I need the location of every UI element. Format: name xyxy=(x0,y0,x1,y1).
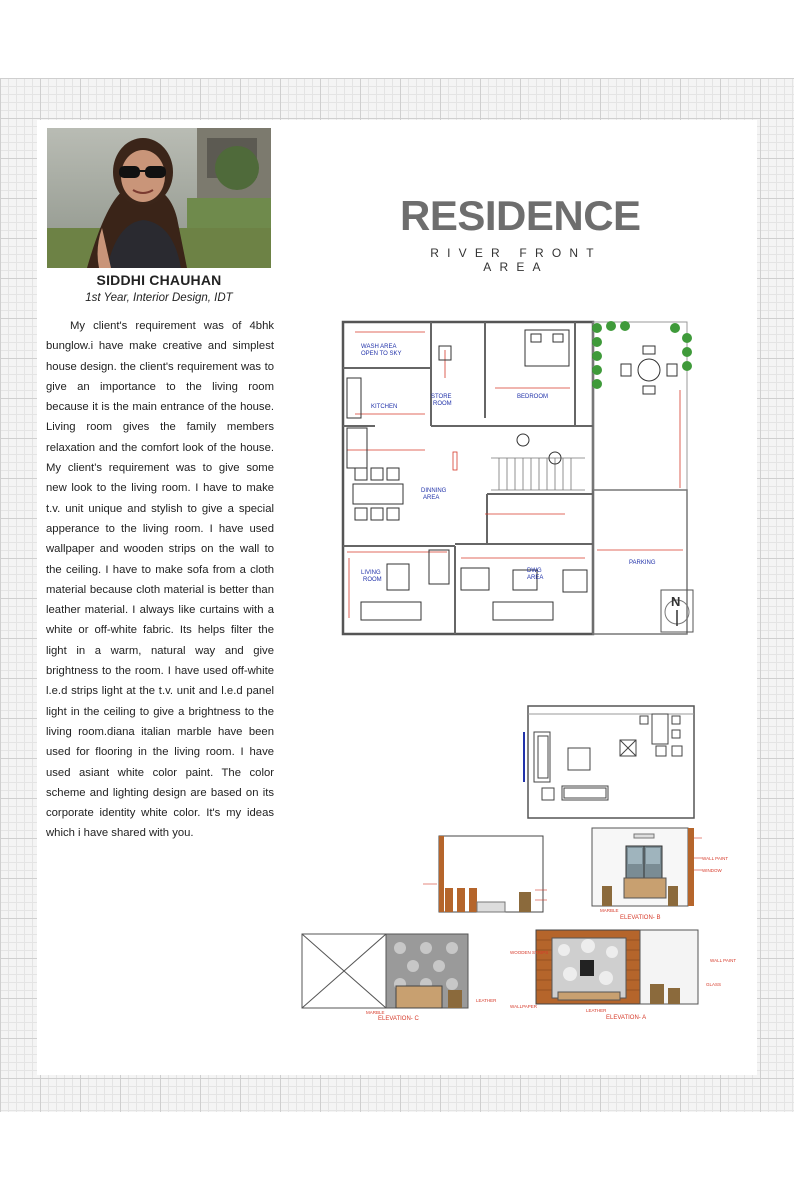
elevation-a-title: ELEVATION- A xyxy=(606,1015,647,1021)
plan-label-bedroom: BEDROOM xyxy=(517,394,549,400)
project-subtitle: RIVER FRONT AREA xyxy=(430,246,602,274)
plan-label-dinning-area: AREA xyxy=(423,495,440,501)
author-name: SIDDHI CHAUHAN xyxy=(96,272,222,288)
label-leather-c: LEATHER xyxy=(476,998,497,1003)
author-photo xyxy=(47,128,271,268)
label-marble-c: MARBLE xyxy=(366,1010,385,1015)
north-arrow-label: N xyxy=(671,594,681,609)
elevation-c xyxy=(300,930,510,1022)
plan-label-open: OPEN TO SKY xyxy=(361,351,402,357)
plan-label-dwg-area: AREA xyxy=(527,575,544,581)
label-marble-b: MARBLE xyxy=(600,908,619,913)
label-wallpaper: WALLPAPER xyxy=(510,1004,538,1009)
elevation-c-title: ELEVATION- C xyxy=(378,1016,419,1022)
label-wall-paint-b: WALL PAINT xyxy=(702,856,729,861)
author-statement: My client's requirement was of 4bhk bunglow.i have make creative and simplest house design. the client's requirement was to give an importance to the living room because it is the main entrance of the house. Living room gives the family members relaxation and the comfort look of the house. My client's requirement was to give some new look to the living room. I have to make t.v. unit unique and stylish to give a special apperance to the living room. I have used wallpaper and wooden strips on the wall to the ceiling. I have to make sofa from a cloth material because cloth material is better than leather material. I always like curtains with a white or off-white fabric. Its helps filter the light in a warm, natural way and give brightness to the room. I have used off-white l.e.d strips light at the t.v. unit and l.e.d panel light in the ceiling to give a brightness to the living room.diana italian marble have been used for flooring in the living room. I have used asiant white color paint. The color scheme and lighting design are based on its corporate identity white color. It's my ideas which i have shared with you. xyxy=(46,320,274,840)
plan-label-living-room: ROOM xyxy=(363,577,382,583)
elevation-side xyxy=(415,830,565,920)
plan-label-store: STORE xyxy=(431,394,452,400)
elevation-a xyxy=(510,926,760,1021)
plan-label-dinning: DINNING xyxy=(421,488,447,494)
author-role: 1st Year, Interior Design, IDT xyxy=(85,292,233,304)
label-wooden-strips: WOODEN STRIPS xyxy=(510,950,549,955)
floor-plan xyxy=(335,318,695,640)
furniture-layout xyxy=(522,702,698,822)
plan-label-wash: WASH AREA xyxy=(361,344,397,350)
plan-label-living: LIVING xyxy=(361,570,381,576)
label-leather-a: LEATHER xyxy=(586,1008,607,1013)
elevation-b xyxy=(590,824,729,921)
label-glass-a: GLASS xyxy=(706,982,722,987)
plan-label-parking: PARKING xyxy=(629,560,656,566)
plan-label-dwg: DWG xyxy=(527,568,542,574)
plan-label-room: ROOM xyxy=(433,401,452,407)
plan-label-kitchen: KITCHEN xyxy=(371,404,398,410)
elevation-b-title: ELEVATION- B xyxy=(620,915,661,921)
label-window-b: WINDOW xyxy=(702,868,722,873)
label-wall-paint-a: WALL PAINT xyxy=(710,958,737,963)
project-title: RESIDENCE xyxy=(400,192,641,239)
